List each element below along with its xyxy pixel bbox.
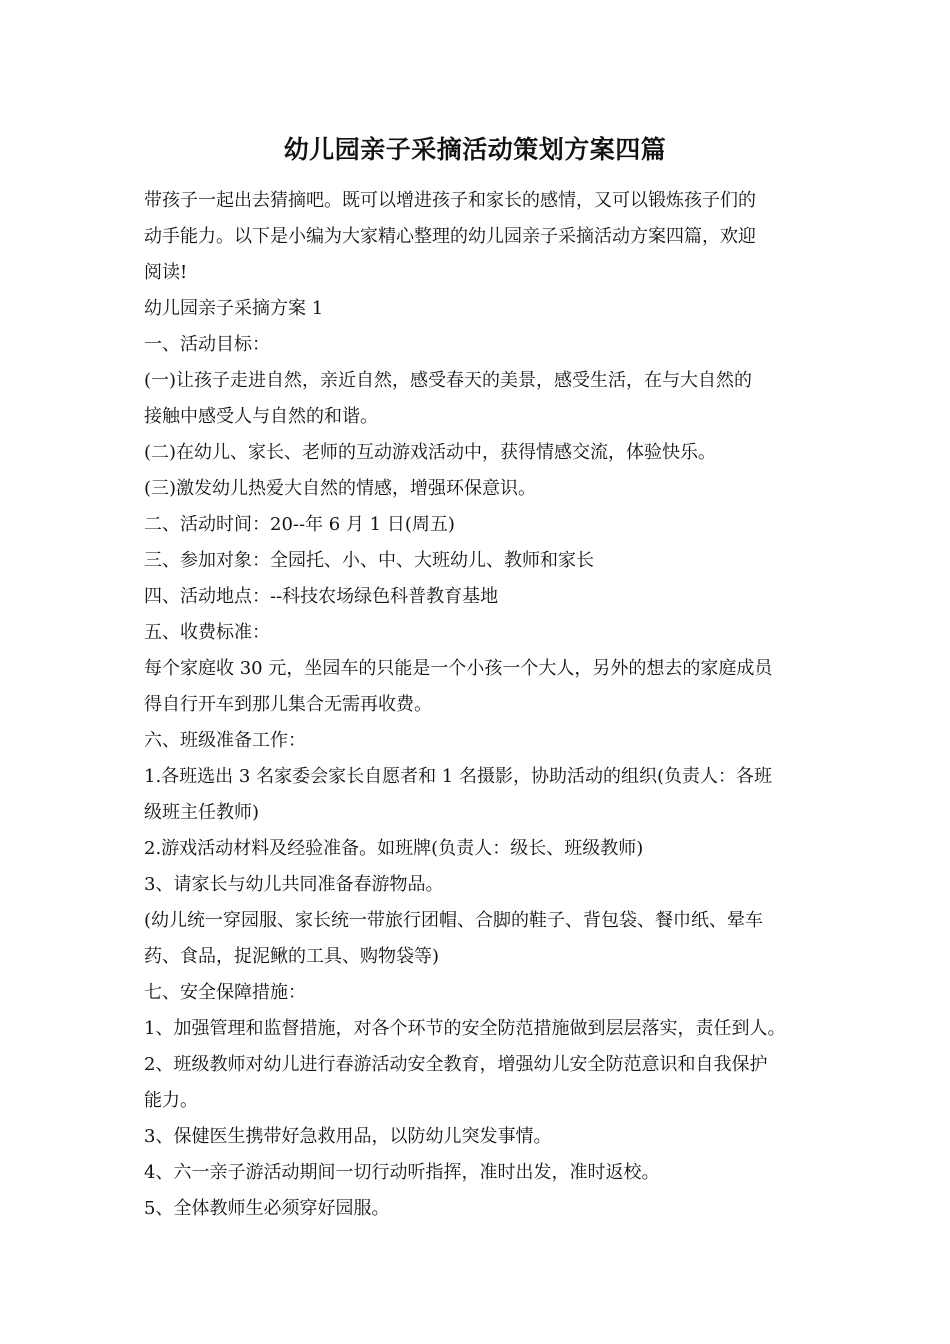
text-line: (三)激发幼儿热爱大自然的情感，增强环保意识。: [144, 478, 537, 499]
document-title: 幼儿园亲子采摘活动策划方案四篇: [283, 135, 667, 164]
section-heading: 三、参加对象：全园托、小、中、大班幼儿、教师和家长: [144, 550, 594, 571]
text-line: 动手能力。以下是小编为大家精心整理的幼儿园亲子采摘活动方案四篇，欢迎: [144, 226, 756, 247]
text-line: 1、加强管理和监督措施，对各个环节的安全防范措施做到层层落实，责任到人。: [144, 1018, 786, 1039]
text-line: (二)在幼儿、家长、老师的互动游戏活动中，获得情感交流，体验快乐。: [144, 442, 717, 463]
text-line: 2、班级教师对幼儿进行春游活动安全教育，增强幼儿安全防范意识和自我保护: [144, 1054, 768, 1075]
section-heading: 六、班级准备工作：: [144, 730, 306, 751]
text-line: 5、全体教师生必须穿好园服。: [144, 1198, 390, 1219]
text-line: 3、请家长与幼儿共同准备春游物品。: [144, 874, 444, 895]
section-heading: 七、安全保障措施：: [144, 982, 306, 1003]
section-heading: 二、活动时间：20--年 6 月 1 日(周五): [144, 514, 455, 535]
text-line: 每个家庭收 30 元，坐园车的只能是一个小孩一个大人，另外的想去的家庭成员: [144, 658, 773, 679]
text-line: 3、保健医生携带好急救用品，以防幼儿突发事情。: [144, 1126, 552, 1147]
section-heading: 幼儿园亲子采摘方案 1: [144, 298, 324, 319]
text-line: 得自行开车到那儿集合无需再收费。: [144, 694, 432, 715]
text-line: 能力。: [144, 1090, 198, 1111]
text-line: 4、六一亲子游活动期间一切行动听指挥，准时出发，准时返校。: [144, 1162, 660, 1183]
section-heading: 五、收费标准：: [144, 622, 270, 643]
text-line: 接触中感受人与自然的和谐。: [144, 406, 378, 427]
text-line: 1.各班选出 3 名家委会家长自愿者和 1 名摄影，协助活动的组织(负责人：各班: [144, 766, 772, 787]
text-line: (幼儿统一穿园服、家长统一带旅行团帽、合脚的鞋子、背包袋、餐巾纸、晕车: [144, 910, 764, 931]
text-line: 带孩子一起出去猜摘吧。既可以增进孩子和家长的感情，又可以锻炼孩子们的: [144, 190, 756, 211]
text-line: 阅读!: [144, 262, 188, 283]
text-line: 2.游戏活动材料及经验准备。如班牌(负责人：级长、班级教师): [144, 838, 644, 859]
text-line: 级班主任教师): [144, 802, 260, 823]
section-heading: 一、活动目标：: [144, 334, 270, 355]
section-heading: 四、活动地点：--科技农场绿色科普教育基地: [144, 586, 499, 607]
text-line: (一)让孩子走进自然，亲近自然，感受春天的美景，感受生活，在与大自然的: [144, 370, 753, 391]
document-body: [144, 183, 834, 1227]
text-line: 药、食品，捉泥鳅的工具、购物袋等): [144, 946, 440, 967]
